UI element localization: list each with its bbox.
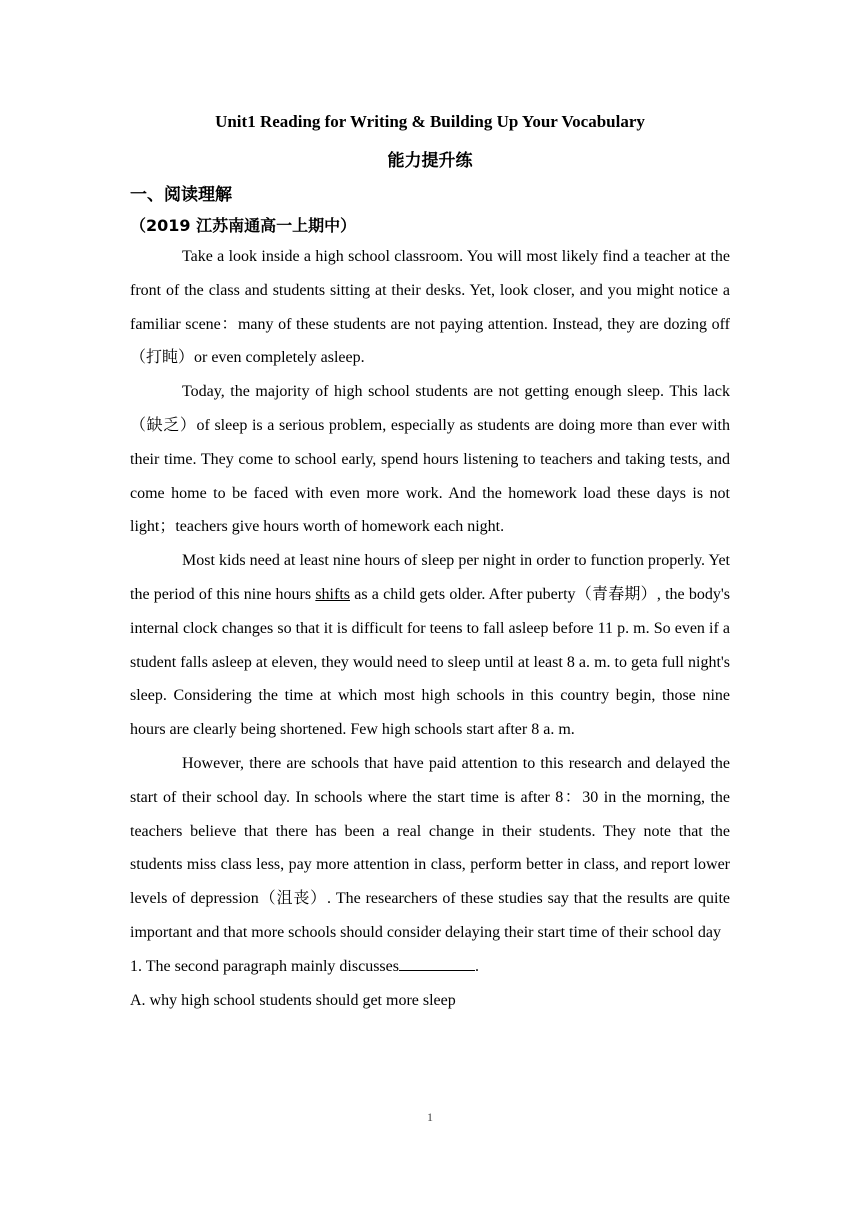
paragraph-3-part-a: Most kids need at least nine hours of sleep per night in order to function properly. Yet the period of this nine hours [130, 552, 730, 603]
question-1-text: 1. The second paragraph mainly discusses [130, 957, 399, 975]
question-1-option-a: A. why high school students should get more sleep [130, 991, 456, 1009]
question-1-end: . [474, 957, 479, 975]
section-heading: 一、阅读理解 [130, 185, 232, 205]
paragraph-2: Today, the majority of high school students are not getting enough sleep. This lack（缺乏）of sleep is a serious problem, especially as students are doing more than ever with their time. They come to school early, spend hours listening to teachers and taking tests, and come home to be faced with even more work. And the homework load these days is not light；teachers give hours worth of homework each night. [130, 383, 730, 536]
passage-source: （2019 江苏南通高一上期中） [130, 216, 357, 235]
document-subtitle: 能力提升练 [387, 151, 473, 171]
paragraph-3-part-b: as a child gets older. After puberty（青春期）, the body's internal clock changes so that it is difficult for teens to fall asleep before 11 p. m. So even if a student falls asleep at eleven, they would need to sleep until at least 8 a. m. to geta full night's sleep. Considering the time at which most high schools in this country begin, those nine hours are clearly being shortened. Few high schools start after 8 a. m. [130, 585, 730, 739]
underlined-word: shifts [315, 585, 350, 603]
document-title: Unit1 Reading for Writing & Building Up Your Vocabulary [215, 112, 645, 131]
paragraph-1: Take a look inside a high school classroom. You will most likely find a teacher at the front of the class and students sitting at their desks. Yet, look closer, and you might notice a familiar scene：many of these students are not paying attention. Instead, they are dozing off（打盹）or even completely asleep. [130, 248, 730, 367]
answer-blank[interactable] [399, 956, 475, 971]
page-number: 1 [427, 1110, 433, 1124]
paragraph-4: However, there are schools that have paid attention to this research and delayed the start of their school day. In schools where the start time is after 8：30 in the morning, the teachers believe that there has been a real change in their students. They note that the students miss class less, pay more attention in class, perform better in class, and report lower levels of depression（沮丧）. The researchers of these studies say that the results are quite important and that more schools should consider delaying their start time of their school day [130, 754, 730, 941]
question-1 [130, 950, 730, 984]
passage-body [130, 240, 730, 1017]
paragraph-3 [130, 544, 730, 747]
